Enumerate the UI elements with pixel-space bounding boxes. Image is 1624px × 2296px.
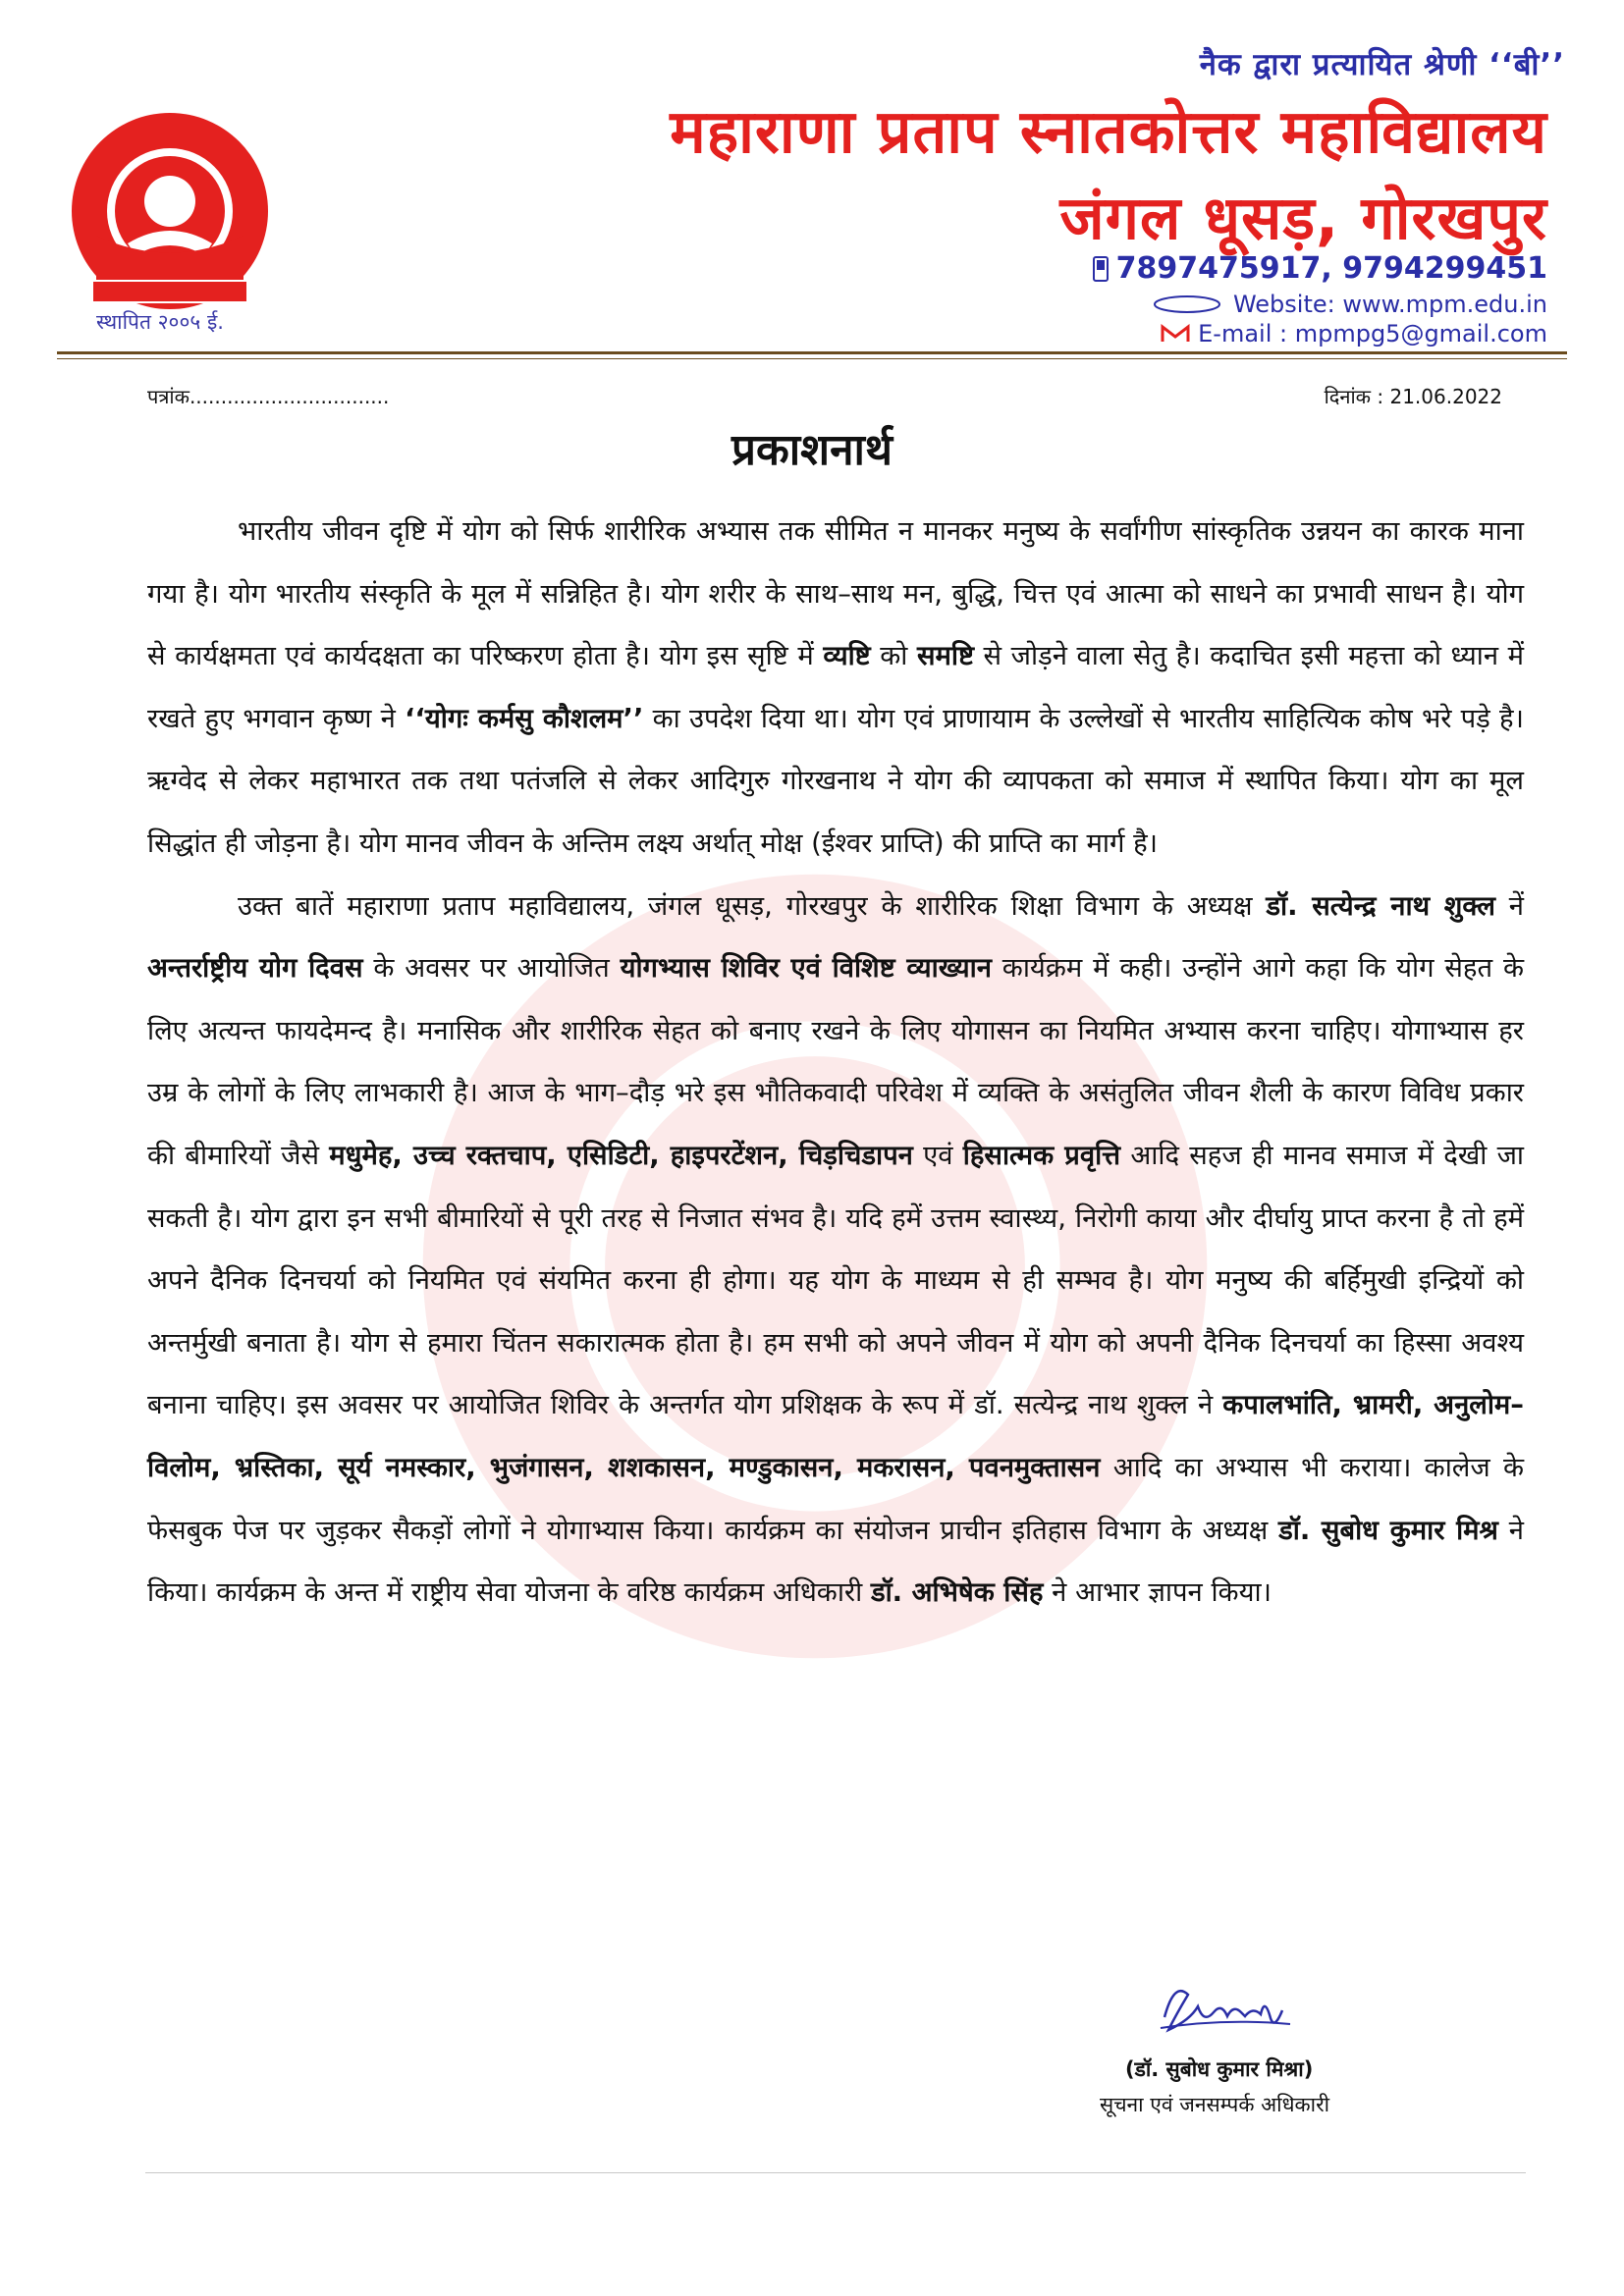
p1-bold-samashti: समष्टि (916, 641, 974, 672)
p2-bold-name: डॉ. सत्येन्द्र नाथ शुक्ल (1266, 890, 1495, 922)
email-row (1161, 320, 1547, 347)
p2-text-3: के अवसर पर आयोजित (362, 953, 621, 985)
established-text: स्थापित २००५ ई. (96, 310, 224, 334)
signatory-designation: सूचना एवं जनसम्पर्क अधिकारी (1100, 2093, 1330, 2116)
p1-bold-vyashti: व्यष्टि (823, 641, 871, 672)
p2-text-4: कार्यक्रम में कही। उन्होंने आगे कहा कि योग सेहत के लिए अत्यन्त फायदेमन्द है। मनासिक और शारीरिक सेहत को बनाए रखने के लिए योगासन का नियमित अभ्यास करना चाहिए। योगाभ्यास हर उम्र के लोगों के लिए लाभकारी है। आज के भाग–दौड़ भरे इस भौतिकवादी परिवेश में व्यक्ति के असंतुलित जीवन शैली के कारण विविध प्रकार की बीमारियों जैसे (147, 953, 1524, 1171)
email-text[interactable]: E-mail : mpmpg5@gmail.com (1198, 320, 1547, 347)
header-rule-thin (57, 358, 1567, 359)
p2-bold-coordinator: डॉ. सुबोध कुमार मिश्र (1278, 1515, 1498, 1546)
p2-text-5: एवं (912, 1140, 963, 1171)
p2-text-8: ने किया। कार्यक्रम के अन्त में राष्ट्रीय सेवा योजना के वरिष्ठ कार्यक्रम अधिकारी (147, 1515, 1524, 1609)
paragraph-1 (147, 501, 1524, 876)
date-value: 21.06.2022 (1389, 385, 1502, 408)
www-icon (1153, 294, 1221, 314)
p1-text-1: भारतीय जीवन दृष्टि में योग को सिर्फ शारीरिक अभ्यास तक सीमित न मानकर मनुष्य के सर्वांगीण सांस्कृतिक उन्नयन का कारक माना गया है। योग भारतीय संस्कृति के मूल में सन्निहित है। योग शरीर के साथ–साथ मन, बुद्धि, चित्त एवं आत्मा को साधने का प्रभावी साधन है। योग से कार्यक्षमता एवं कार्यदक्षता का परिष्करण होता है। योग इस सृष्टि में (147, 516, 1524, 672)
handwritten-signature (1155, 1973, 1302, 2042)
p2-bold-officer: डॉ. अभिषेक सिंह (870, 1577, 1044, 1609)
website-text[interactable]: Website: www.mpm.edu.in (1232, 291, 1547, 318)
header-rule (57, 351, 1567, 354)
p2-bold-yoga-day: अन्तर्राष्ट्रीय योग दिवस (147, 953, 363, 985)
college-seal-logo (57, 108, 283, 334)
p2-text-7: आदि का अभ्यास भी कराया। कालेज के फेसबुक पेज पर जुड़कर सैकड़ों लोगों ने योगाभ्यास किया। कार्यक्रम का संयोजन प्राचीन इतिहास विभाग के अध्यक्ष (147, 1452, 1524, 1546)
p2-text-9: ने आभार ज्ञापन किया। (1043, 1577, 1272, 1609)
college-place: जंगल धूसड़, गोरखपुर (1059, 184, 1547, 253)
p2-text-2: नें (1494, 890, 1524, 922)
document-title: प्रकाशनार्थ (731, 425, 893, 475)
p2-bold-diseases: मधुमेह, उच्च रक्तचाप, एसिडिटी, हाइपरटेंशन, चिड़चिडापन (329, 1140, 913, 1171)
p2-text-1: उक्त बातें महाराणा प्रताप महाविद्यालय, जंगल धूसड़, गोरखपुर के शारीरिक शिक्षा विभाग के अध्यक्ष (238, 890, 1267, 922)
p2-bold-asanas: कपालभांति, भ्रामरी, अनुलोम–विलोम, भ्रस्तिका, सूर्य नमस्कार, भुजंगासन, शशकासन, मण्डुकासन, मकरासन, पवनमुक्तासन (147, 1390, 1525, 1483)
phone-numbers: 7897475917, 9794299451 (1115, 251, 1547, 286)
naac-accreditation: नैक द्वारा प्रत्यायित श्रेणी ‘‘बी’’ (1199, 47, 1565, 82)
signatory-name: (डॉ. सुबोध कुमार मिश्रा) (1125, 2057, 1314, 2081)
date-label: दिनांक : (1324, 385, 1384, 408)
p1-text-3: से जोड़ने वाला सेतु है। कदाचित इसी महत्ता को ध्यान में रखते हुए भगवान कृष्ण ने (147, 641, 1524, 734)
footer-rule (145, 2172, 1526, 2173)
paragraph-2 (147, 876, 1524, 1625)
p1-text-2: को (870, 641, 917, 672)
p1-text-4: का उपदेश दिया था। योग एवं प्राणायाम के उल्लेखों से भारतीय साहित्यिक कोष भरे पड़े है। ऋग्वेद से लेकर महाभारत तक तथा पतंजलि से लेकर आदिगुरु गोरखनाथ ने योग की व्यापकता को समाज में स्थापित किया। योग का मूल सिद्धांत ही जोड़ना है। योग मानव जीवन के अन्तिम लक्ष्य अर्थात् मोक्ष (ईश्वर प्राप्ति) की प्राप्ति का मार्ग है। (147, 703, 1524, 859)
phone-row (1093, 251, 1547, 286)
website-row (1153, 291, 1547, 318)
reference-number: पत्रांक................................ (147, 385, 390, 408)
p2-text-6: आदि सहज ही मानव समाज में देखी जा सकती है। योग द्वारा इन सभी बीमारियों से पूरी तरह से निजात संभव है। यदि हमें उत्तम स्वास्थ्य, निरोगी काया और दीर्घायु प्राप्त करना है तो हमें अपने दैनिक दिनचर्या को नियमित एवं संयमित करना ही होगा। यह योग के माध्यम से ही सम्भव है। योग मनुष्य की बर्हिमुखी इन्द्रियों को अन्तर्मुखी बनाता है। योग से हमारा चिंतन सकारात्मक होता है। हम सभी को अपने जीवन में योग को अपनी दैनिक दिनचर्या का हिस्सा अवश्य बनाना चाहिए। इस अवसर पर आयोजित शिविर के अन्तर्गत योग प्रशिक्षक के रूप में डॉ. सत्येन्द्र नाथ शुक्ल ने (147, 1140, 1525, 1421)
college-name: महाराणा प्रताप स्नातकोत्तर महाविद्यालय (670, 97, 1547, 167)
phone-icon (1093, 256, 1109, 282)
email-icon (1161, 324, 1190, 344)
p2-bold-violence: हिसात्मक प्रवृत्ति (962, 1140, 1121, 1171)
p2-bold-camp: योगभ्यास शिविर एवं विशिष्ट व्याख्यान (620, 953, 992, 985)
p1-bold-quote: ‘‘योगः कर्मसु कौशलम’’ (405, 703, 644, 734)
press-release-body (147, 501, 1524, 1625)
date-line (1325, 383, 1502, 409)
